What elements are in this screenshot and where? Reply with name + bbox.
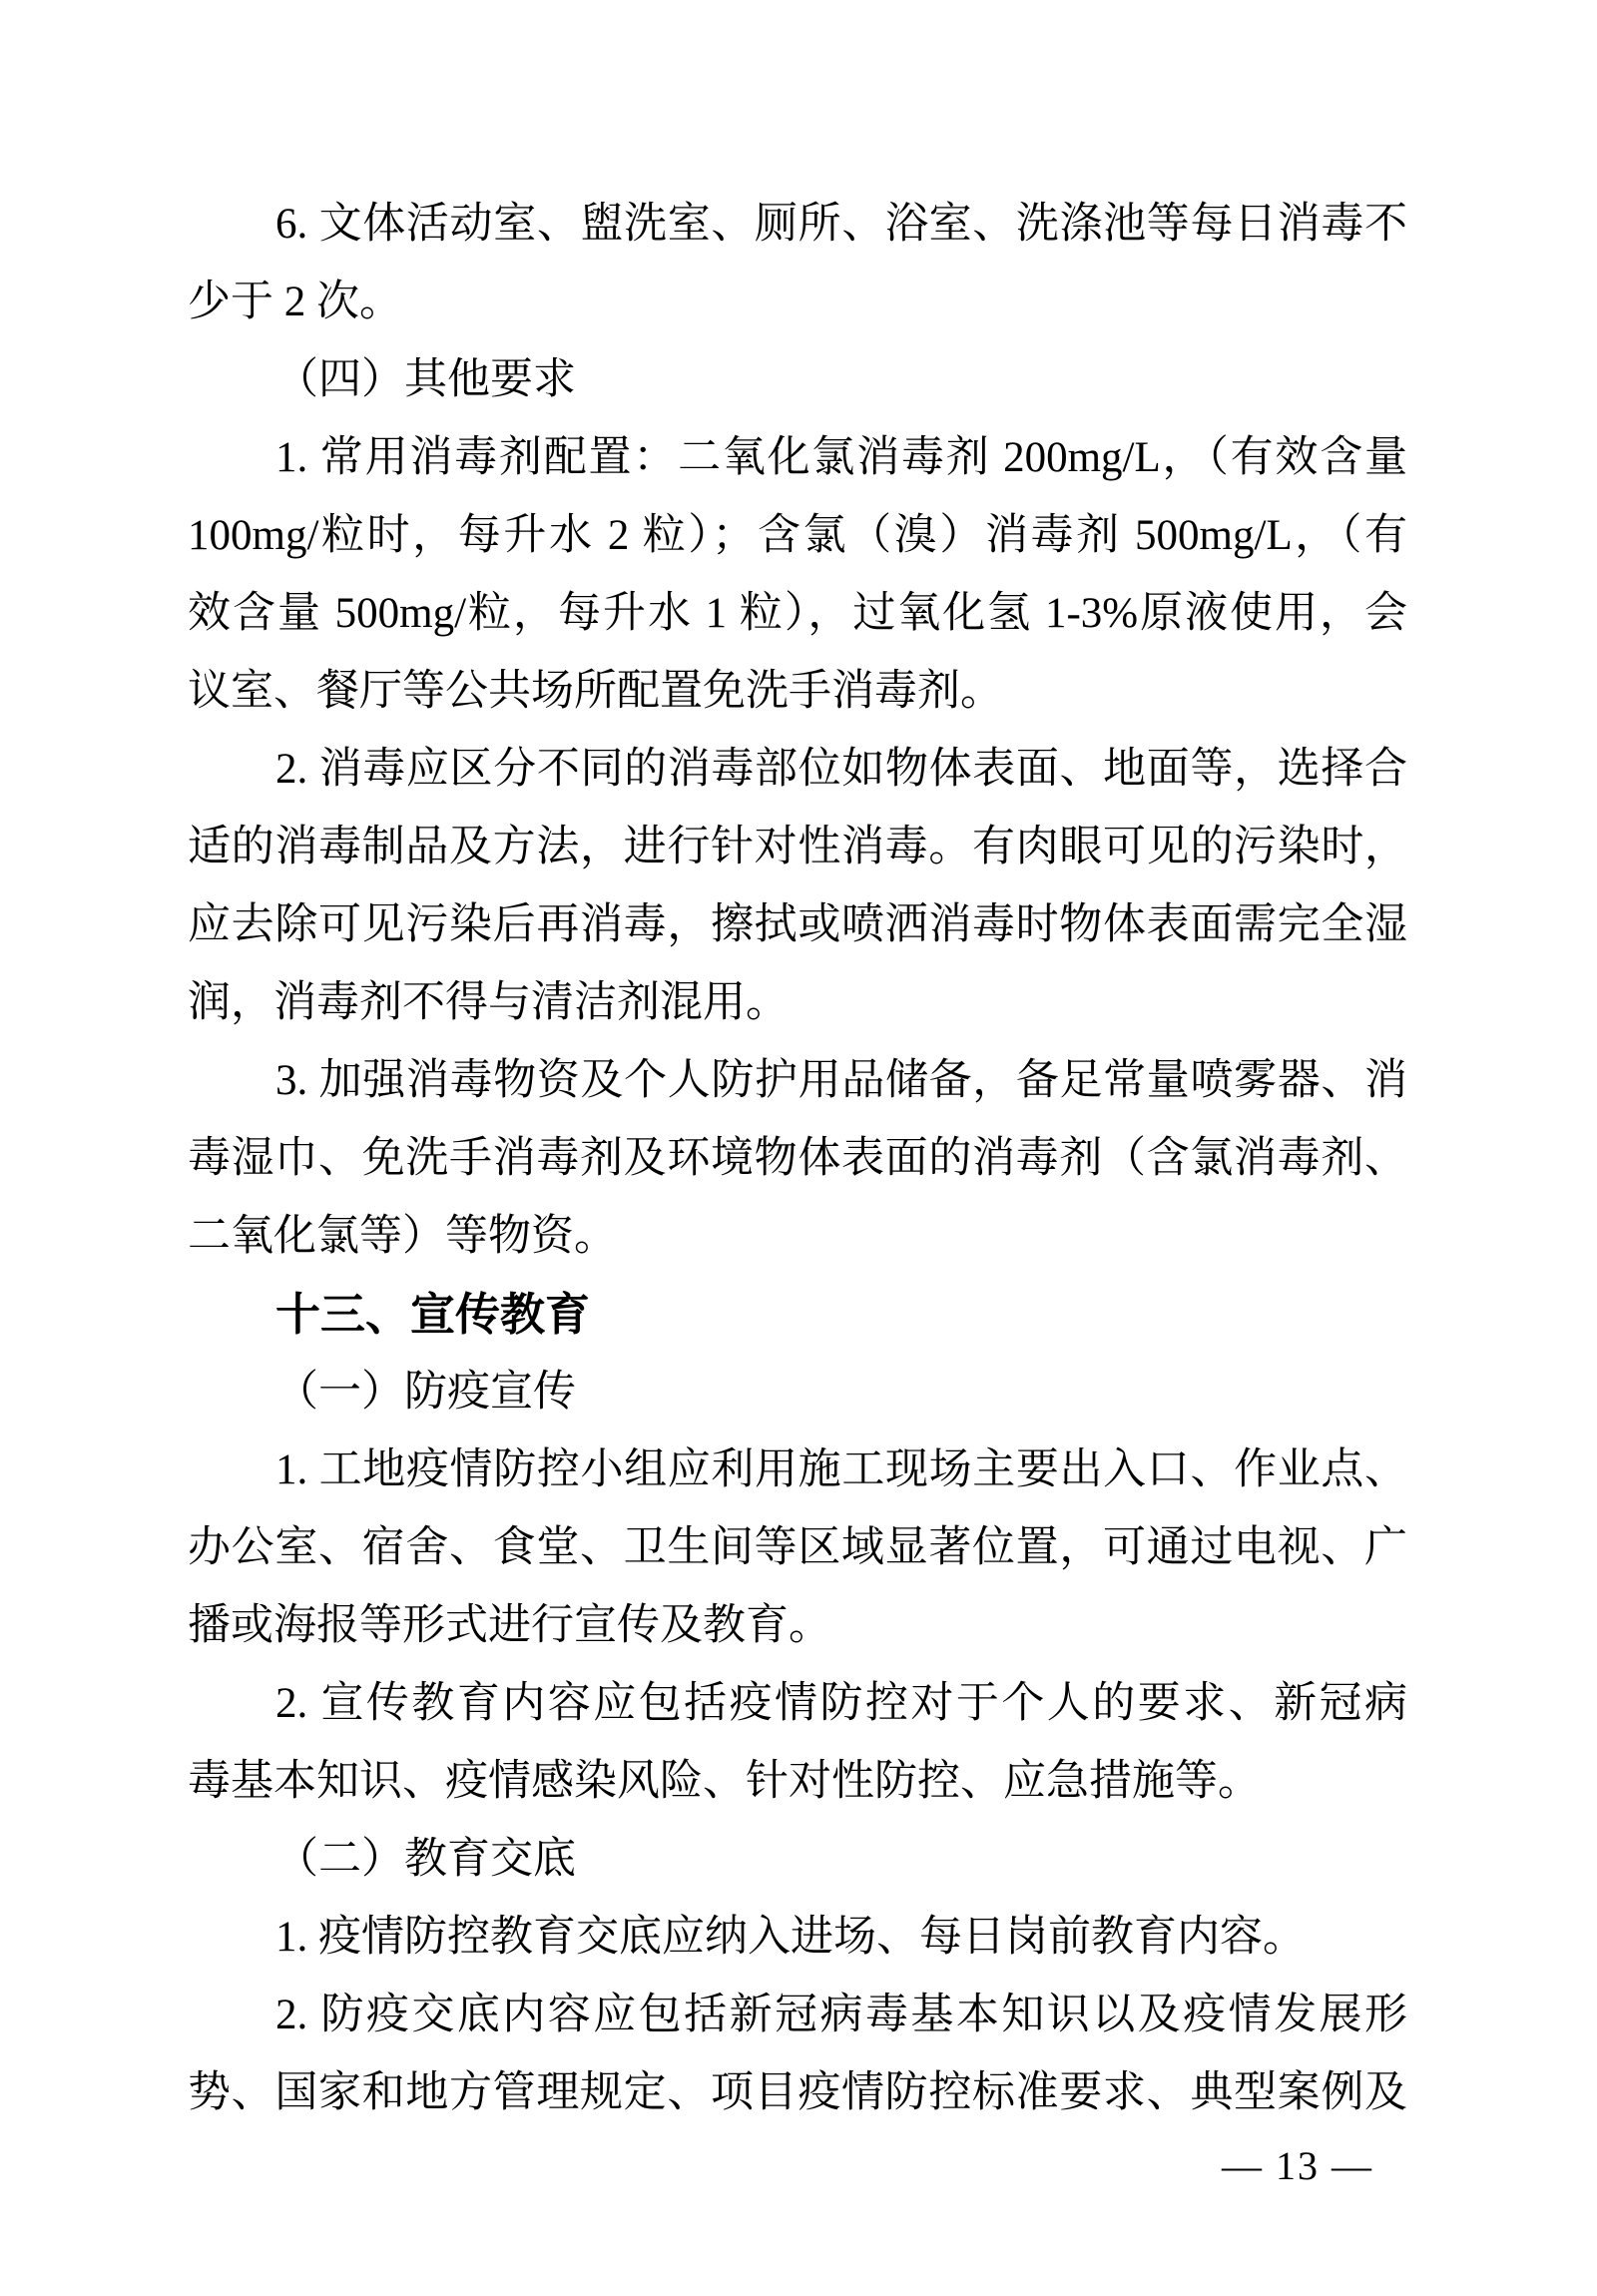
- section-heading: 十三、宣传教育: [275, 1289, 591, 1340]
- text-line: 3. 加强消毒物资及个人防护用品储备，备足常量喷雾器、消: [275, 1057, 1407, 1104]
- text-line: 适的消毒制品及方法，进行针对性消毒。有肉眼可见的污染时，: [188, 824, 1407, 870]
- text-line: 应去除可见污染后再消毒，擦拭或喷洒消毒时物体表面需完全湿: [188, 901, 1407, 948]
- text-line: 2. 消毒应区分不同的消毒部位如物体表面、地面等，选择合: [275, 746, 1407, 793]
- text-line: 1. 常用消毒剂配置：二氧化氯消毒剂 200mg/L，（有效含量: [275, 434, 1407, 481]
- document-body: [188, 186, 1407, 2132]
- text-line: 办公室、宿舍、食堂、卫生间等区域显著位置，可通过电视、广: [188, 1524, 1407, 1571]
- text-line: （四）其他要求: [275, 356, 576, 403]
- text-line: 2. 防疫交底内容应包括新冠病毒基本知识以及疫情发展形: [275, 1992, 1407, 2038]
- text-line: 1. 疫情防控教育交底应纳入进场、每日岗前教育内容。: [275, 1914, 1306, 1961]
- text-line: 1. 工地疫情防控小组应利用施工现场主要出入口、作业点、: [275, 1446, 1407, 1493]
- text-line: 少于 2 次。: [188, 279, 402, 325]
- text-line: 毒湿巾、免洗手消毒剂及环境物体表面的消毒剂（含氯消毒剂、: [188, 1135, 1407, 1182]
- text-line: 100mg/粒时，每升水 2 粒）；含氯（溴）消毒剂 500mg/L，（有: [188, 512, 1407, 559]
- text-line: 议室、餐厅等公共场所配置免洗手消毒剂。: [188, 668, 1003, 715]
- text-line: （一）防疫宣传: [275, 1369, 576, 1416]
- text-line: 播或海报等形式进行宣传及教育。: [188, 1602, 831, 1649]
- text-line: 毒基本知识、疫情感染风险、针对性防控、应急措施等。: [188, 1758, 1261, 1805]
- text-line: 势、国家和地方管理规定、项目疫情防控标准要求、典型案例及: [188, 2069, 1407, 2116]
- text-line: 效含量 500mg/粒，每升水 1 粒），过氧化氢 1-3%原液使用，会: [188, 590, 1407, 637]
- text-line: 2. 宣传教育内容应包括疫情防控对于个人的要求、新冠病: [275, 1680, 1407, 1727]
- text-line: 6. 文体活动室、盥洗室、厕所、浴室、洗涤池等每日消毒不: [275, 201, 1407, 248]
- text-line: 润，消毒剂不得与清洁剂混用。: [188, 979, 789, 1026]
- page-number: — 13 —: [1222, 2143, 1373, 2188]
- text-line: （二）教育交底: [275, 1836, 576, 1883]
- text-line: 二氧化氯等）等物资。: [188, 1213, 617, 1260]
